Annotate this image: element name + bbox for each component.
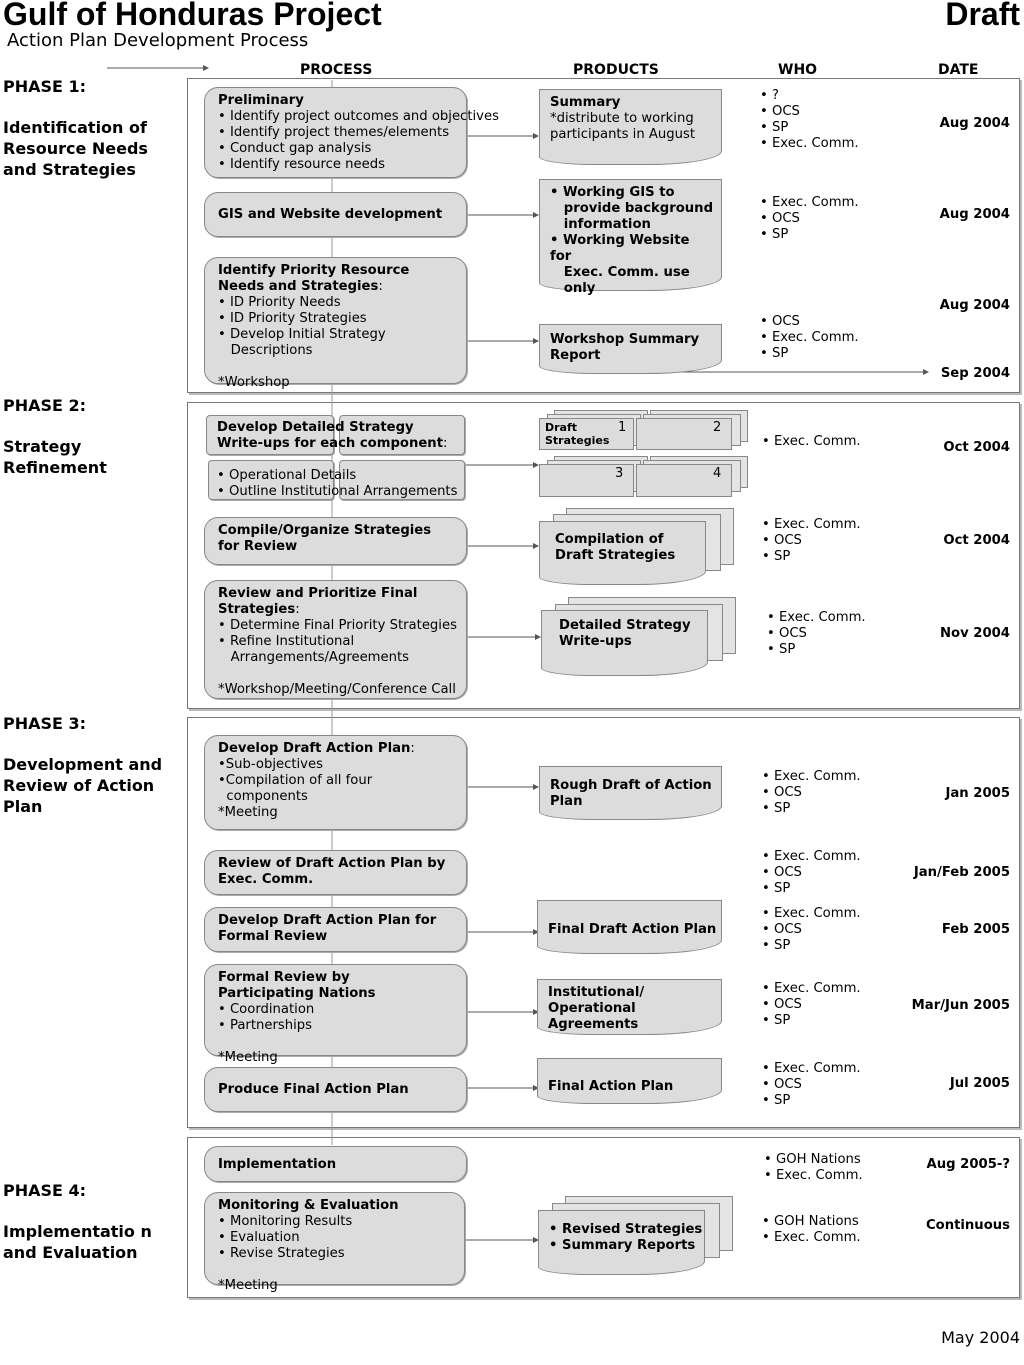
date-8: Jan 2005 <box>945 786 1010 801</box>
draft-number-4: 4 <box>713 466 722 481</box>
who-5: • Exec. Comm. • OCS • SP <box>762 517 861 564</box>
phase-1-label <box>3 76 183 180</box>
product-workshop-summary: Workshop Summary Report <box>539 324 722 374</box>
process-formal-review-body: • Coordination • Partnerships *Meeting <box>218 1002 315 1065</box>
process-preliminary-body: • Identify project outcomes and objectives • Identify project themes/elements • Conduct gap analysis • Identify resource needs <box>218 109 499 172</box>
date-2: Aug 2004 <box>939 207 1010 222</box>
product-draft-strategies: Draft Strategies <box>539 418 634 450</box>
process-implementation <box>204 1146 467 1182</box>
phase-4-label <box>3 1180 183 1263</box>
page-title: Gulf of Honduras Project <box>3 0 382 32</box>
process-detailed-writeups-title: Develop Detailed Strategy Write-ups for each component <box>217 420 444 451</box>
phase-4-number: PHASE 4: <box>3 1181 87 1200</box>
who-6: • Exec. Comm. • OCS • SP <box>767 610 866 657</box>
process-develop-formal <box>204 907 467 952</box>
process-monitoring-evaluation <box>204 1192 465 1293</box>
process-review-draft <box>204 850 467 895</box>
product-final-action-plan: Final Action Plan <box>537 1058 722 1104</box>
draft-label: Draft <box>945 0 1020 32</box>
draft-number-2: 2 <box>713 420 722 435</box>
date-12: Jul 2005 <box>949 1076 1010 1091</box>
product-institutional-agreements: Institutional/ Operational Agreements <box>537 979 722 1035</box>
date-14: Continuous <box>925 1218 1010 1233</box>
column-header-who: WHO <box>778 62 818 78</box>
date-13: Aug 2005-? <box>926 1157 1010 1172</box>
date-7: Nov 2004 <box>940 626 1010 641</box>
phase-1-name: Identification of Resource Needs and Strategies <box>3 118 148 179</box>
who-12: • GOH Nations • Exec. Comm. <box>764 1152 863 1183</box>
process-produce-final-title: Produce Final Action Plan <box>218 1082 409 1097</box>
phase-2-name: Strategy Refinement <box>3 437 107 477</box>
process-review-prioritize <box>204 580 467 699</box>
process-produce-final <box>204 1067 467 1112</box>
who-4: • Exec. Comm. <box>762 434 861 449</box>
footer-date: May 2004 <box>941 1328 1020 1347</box>
process-review-prioritize-body: : • Determine Final Priority Strategies • Refine Institutional Arrangements/Agreements *Workshop/Meeting/Conference Call <box>218 602 457 697</box>
process-monitoring-evaluation-body: • Monitoring Results • Evaluation • Revise Strategies *Meeting <box>218 1214 353 1293</box>
process-formal-review-title: Formal Review by Participating Nations <box>218 970 376 1001</box>
process-review-draft-title: Review of Draft Action Plan by Exec. Comm. <box>218 856 446 887</box>
process-identify-priority <box>204 257 467 390</box>
who-7: • Exec. Comm. • OCS • SP <box>762 769 861 816</box>
date-3: Aug 2004 <box>939 298 1010 313</box>
process-preliminary-title: Preliminary <box>218 93 304 108</box>
process-develop-draft <box>204 735 467 830</box>
draft-number-3: 3 <box>615 466 624 481</box>
date-1: Aug 2004 <box>939 116 1010 131</box>
phase-3-name: Development and Review of Action Plan <box>3 755 163 816</box>
product-summary-title: Summary <box>550 95 621 110</box>
process-detailed-writeups-colon: : <box>443 436 448 451</box>
date-5: Oct 2004 <box>943 440 1010 455</box>
process-compile-organize <box>204 517 467 565</box>
phase-2-label <box>3 395 183 478</box>
who-1: • ? • OCS • SP • Exec. Comm. <box>760 88 859 151</box>
process-formal-review <box>204 964 467 1065</box>
process-compile-organize-title: Compile/Organize Strategies for Review <box>218 523 432 554</box>
who-13: • GOH Nations • Exec. Comm. <box>762 1214 861 1245</box>
column-header-process: PROCESS <box>300 62 373 78</box>
process-review-prioritize-title: Review and Prioritize Final Strategies <box>218 586 418 617</box>
process-identify-priority-body: : • ID Priority Needs • ID Priority Strategies • Develop Initial Strategy Descriptions *Workshop <box>218 279 386 390</box>
process-develop-draft-body: : •Sub-objectives •Compilation of all four components *Meeting <box>218 741 415 820</box>
process-monitoring-evaluation-title: Monitoring & Evaluation <box>218 1198 399 1213</box>
phase-3-label <box>3 713 183 817</box>
who-3: • OCS • Exec. Comm. • SP <box>760 314 859 361</box>
phase-4-name: Implementatio n and Evaluation <box>3 1222 152 1262</box>
who-2: • Exec. Comm. • OCS • SP <box>760 195 859 242</box>
date-6: Oct 2004 <box>943 533 1010 548</box>
process-operational-details-body: • Operational Details • Outline Institutional Arrangements <box>217 468 458 499</box>
column-header-date: DATE <box>938 62 979 78</box>
process-develop-draft-title: Develop Draft Action Plan <box>218 741 411 756</box>
product-rough-draft: Rough Draft of Action Plan <box>539 766 722 820</box>
product-revised-strategies: • Revised Strategies • Summary Reports <box>538 1210 705 1275</box>
process-preliminary <box>204 87 499 178</box>
product-summary-body: *distribute to working participants in August <box>550 111 696 142</box>
phase-3-number: PHASE 3: <box>3 714 87 733</box>
process-gis-website <box>204 192 467 237</box>
who-8: • Exec. Comm. • OCS • SP <box>762 849 861 896</box>
process-identify-priority-title: Identify Priority Resource Needs and Strategies <box>218 263 410 294</box>
date-10: Feb 2005 <box>941 922 1010 937</box>
process-detailed-writeups-text <box>217 420 447 452</box>
draft-number-1: 1 <box>618 420 627 435</box>
phase-2-number: PHASE 2: <box>3 396 87 415</box>
column-header-products: PRODUCTS <box>573 62 659 78</box>
product-summary <box>539 89 722 165</box>
who-11: • Exec. Comm. • OCS • SP <box>762 1061 861 1108</box>
date-9: Jan/Feb 2005 <box>913 865 1010 880</box>
who-9: • Exec. Comm. • OCS • SP <box>762 906 861 953</box>
process-gis-website-title: GIS and Website development <box>218 207 443 222</box>
product-final-draft: Final Draft Action Plan <box>537 900 722 954</box>
process-operational-details <box>217 468 457 500</box>
product-compilation: Compilation of Draft Strategies <box>539 521 706 585</box>
date-11: Mar/Jun 2005 <box>911 998 1010 1013</box>
page-subtitle: Action Plan Development Process <box>7 30 309 51</box>
date-4: Sep 2004 <box>940 366 1010 381</box>
product-gis-website: • Working GIS to provide background information • Working Website for Exec. Comm. use only <box>539 179 722 291</box>
phase-1-number: PHASE 1: <box>3 77 87 96</box>
process-implementation-title: Implementation <box>218 1157 337 1172</box>
who-10: • Exec. Comm. • OCS • SP <box>762 981 861 1028</box>
process-develop-formal-title: Develop Draft Action Plan for Formal Review <box>218 913 437 944</box>
product-detailed-writeups: Detailed Strategy Write-ups <box>541 610 708 676</box>
